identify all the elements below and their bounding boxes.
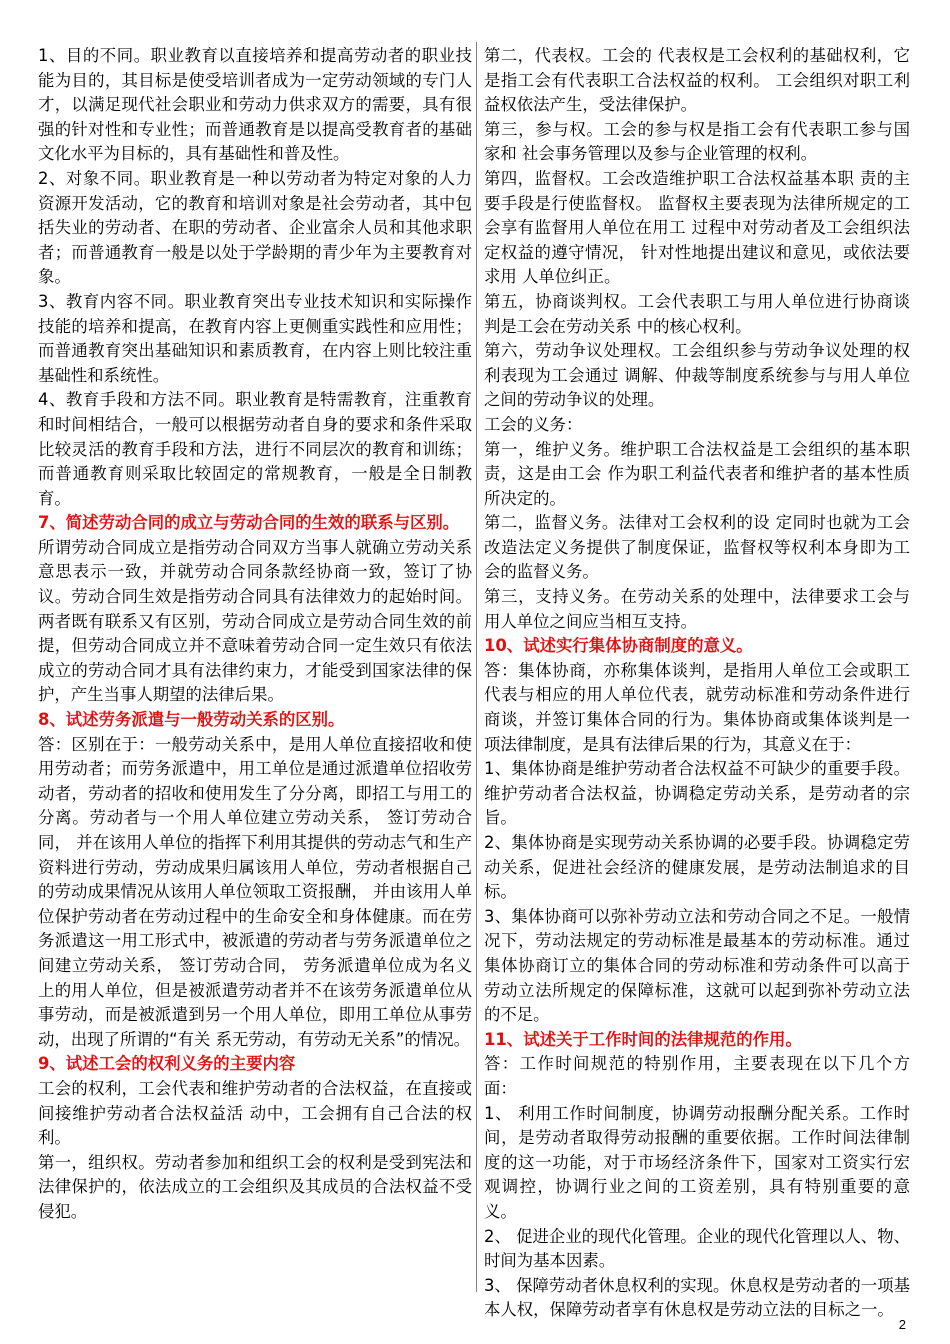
section-heading: 9、试述工会的权利义务的主要内容 xyxy=(38,1054,296,1074)
right-column xyxy=(484,44,910,1323)
page-number: 2 xyxy=(898,1317,906,1332)
paragraph: 1、 利用工作时间制度，协调劳动报酬分配关系。工作时间，是劳动者取得劳动报酬的重要依据。工作时间法律制度的这一功能，对于市场经济条件下，国家对工资实行宏观调控，协调行业之间的工资差别，具有特别重要的意义。 xyxy=(484,1103,910,1221)
paragraph: 答：集体协商，亦称集体谈判，是指用人单位工会或职工代表与相应的用人单位代表，就劳动标准和劳动条件进行商谈，并签订集体合同的行为。集体协商或集体谈判是一项法律制度，是具有法律后果的行为，其意义在于： xyxy=(484,660,910,754)
paragraph: 1、目的不同。职业教育以直接培养和提高劳动者的职业技能为目的，其目标是使受培训者成为一定劳动领域的专门人才，以满足现代社会职业和劳动力供求双方的需要，具有很强的针对性和专业性；而普通教育是以提高受教育者的基础文化水平为目标的，具有基础性和普及性。 xyxy=(38,46,472,164)
paragraph: 第二，监督义务。法律对工会权利的设 定同时也就为工会改造法定义务提供了制度保证，监督权等权利本身即为工会的监督义务。 xyxy=(484,513,910,582)
paragraph: 4、教育手段和方法不同。职业教育是特需教育，注重教育和时间相结合，一般可以根据劳动者自身的要求和条件采取比较灵活的教育手段和方法，进行不同层次的教育和训练；而普通教育则采取比较固定的常规教育，一般是全日制教育。 xyxy=(38,390,472,508)
paragraph: 第三，参与权。工会的参与权是指工会有代表职工参与国家和 社会事务管理以及参与企业管理的权利。 xyxy=(484,119,910,164)
paragraph: 答：区别在于：一般劳动关系中，是用人单位直接招收和使用劳动者；而劳务派遣中，用工单位是通过派遣单位招收劳动者，劳动者的招收和使用发生了分分离，即招工与用工的分离。劳动者与一个用人单位建立劳动关系， 签订劳动合同， 并在该用人单位的指挥下利用其提供的劳动志气和生产资料进行劳动，劳动成果归属该用人单位，劳动者根据自己的劳动成果情况从该用人单位领取工资报酬， 并由该用人单位保护劳动者在劳动过程中的生命安全和身体健康。而在劳务派遣这一用工形式中，被派遣的劳动者与劳务派遣单位之间建立劳动关系， 签订劳动合同， 劳务派遣单位成为名义上的用人单位，但是被派遣劳动者并不在该劳务派遣单位从事劳动，而是被派遣到另一个用人单位，即用工单位从事劳动，出现了所谓的“有关 系无劳动，有劳动无关系”的情况。 xyxy=(38,734,472,1049)
section-heading: 11、试述关于工作时间的法律规范的作用。 xyxy=(484,1029,802,1049)
paragraph: 所谓劳动合同成立是指劳动合同双方当事人就确立劳动关系意思表示一致，并就劳动合同条款经协商一致，签订了协议。劳动合同生效是指劳动合同具有法律效力的起始时间。两者既有联系又有区别，劳动合同成立是劳动合同生效的前提，但劳动合同成立并不意味着劳动合同一定生效只有依法成立的劳动合同才具有法律约束力，才能受到国家法律的保护，产生当事人期望的法律后果。 xyxy=(38,537,472,705)
paragraph: 3、教育内容不同。职业教育突出专业技术知识和实际操作技能的培养和提高，在教育内容上更侧重实践性和应用性；而普通教育突出基础知识和素质教育，在内容上则比较注重基础性和系统性。 xyxy=(38,291,472,385)
column-divider xyxy=(476,42,477,1292)
paragraph: 1、集体协商是维护劳动者合法权益不可缺少的重要手段。维护劳动者合法权益，协调稳定劳动关系，是劳动者的宗旨。 xyxy=(484,759,910,828)
paragraph: 第五，协商谈判权。工会代表职工与用人单位进行协商谈判是工会在劳动关系 中的核心权利。 xyxy=(484,291,910,336)
paragraph: 第六，劳动争议处理权。工会组织参与劳动争议处理的权利表现为工会通过 调解、仲裁等制度系统参与与用人单位之间的劳动争议的处理。 xyxy=(484,341,910,410)
paragraph: 第二，代表权。工会的 代表权是工会权利的基础权利，它是指工会有代表职工合法权益的权利。 工会组织对职工利 益权依法产生，受法律保护。 xyxy=(484,46,910,115)
left-column xyxy=(38,44,472,1225)
paragraph: 2、 促进企业的现代化管理。企业的现代化管理以人、物、时间为基本因素。 xyxy=(484,1226,910,1271)
paragraph: 2、对象不同。职业教育是一种以劳动者为特定对象的人力资源开发活动，它的教育和培训对象是社会劳动者，其中包括失业的劳动者、在职的劳动者、企业富余人员和其他求职者；而普通教育一般是以处于学龄期的青少年为主要教育对象。 xyxy=(38,168,472,287)
paragraph: 2、集体协商是实现劳动关系协调的必要手段。协调稳定劳动关系，促进社会经济的健康发展，是劳动法制追求的目标。 xyxy=(484,833,910,902)
paragraph: 3、集体协商可以弥补劳动立法和劳动合同之不足。一般情况下，劳动法规定的劳动标准是最基本的劳动标准。通过集体协商订立的集体合同的劳动标准和劳动条件可以高于劳动立法所规定的保障标准，这就可以起到弥补劳动立法的不足。 xyxy=(484,906,910,1025)
paragraph: 第一，组织权。劳动者参加和组织工会的权利是受到宪法和法律保护的，依法成立的工会组织及其成员的合法权益不受侵犯。 xyxy=(38,1152,472,1221)
paragraph: 工会的义务： xyxy=(484,414,583,434)
paragraph: 第四，监督权。工会改造维护职工合法权益基本职 责的主要手段是行使监督权。 监督权主要表现为法律所规定的工会享有监督用人单位在用工 过程中对劳动者及工会组织法定权益的遵守情况， 针对性地提出建议和意见，或依法要求用 人单位纠正。 xyxy=(484,168,910,287)
paragraph: 第一，维护义务。维护职工合法权益是工会组织的基本职责，这是由工会 作为职工利益代表者和维护者的基本性质所决定的。 xyxy=(484,439,910,508)
paragraph: 答：工作时间规范的特别作用，主要表现在以下几个方面： xyxy=(484,1054,910,1098)
paragraph: 工会的权利，工会代表和维护劳动者的合法权益，在直接或间接维护劳动者合法权益活 动中，工会拥有自己合法的权利。 xyxy=(38,1078,472,1148)
section-heading: 10、试述实行集体协商制度的意义。 xyxy=(484,636,753,656)
paragraph: 第三，支持义务。在劳动关系的处理中，法律要求工会与用人单位之间应当相互支持。 xyxy=(484,587,910,631)
section-heading: 7、简述劳动合同的成立与劳动合同的生效的联系与区别。 xyxy=(38,513,460,533)
paragraph: 3、 保障劳动者休息权利的实现。休息权是劳动者的一项基本人权，保障劳动者享有休息权是劳动立法的目标之一。 xyxy=(484,1275,910,1320)
section-heading: 8、试述劳务派遣与一般劳动关系的区别。 xyxy=(38,710,345,730)
